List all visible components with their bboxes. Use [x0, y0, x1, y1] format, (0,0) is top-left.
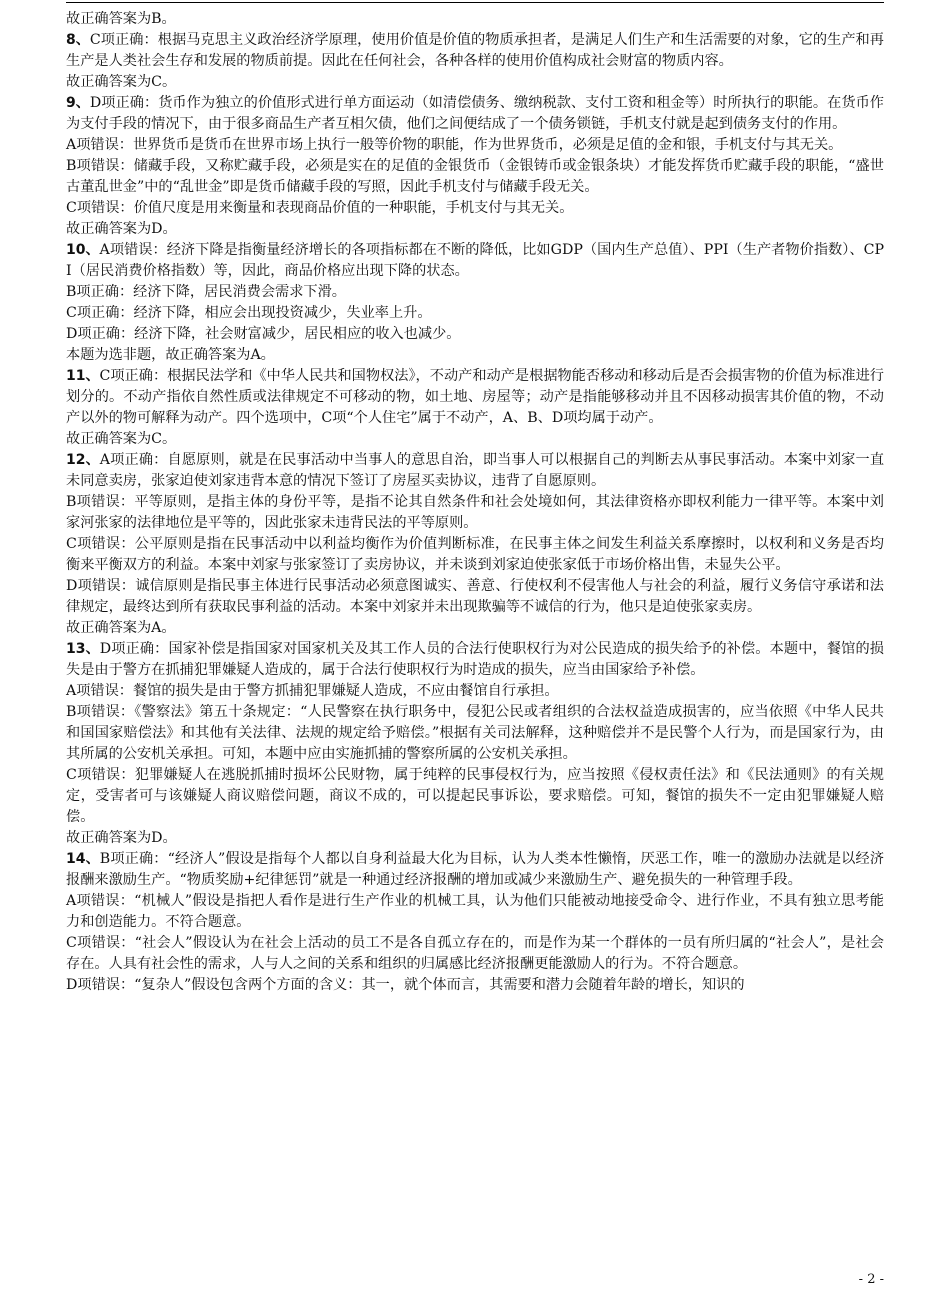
- paragraph-text: 故正确答案为A。: [66, 620, 176, 636]
- paragraph: [66, 639, 884, 681]
- paragraph: [66, 72, 884, 93]
- paragraph-text: C项错误：公平原则是指在民事活动中以利益均衡作为价值判断标准，在民事主体之间发生利益关系摩擦时，以权利和义务是否均衡来平衡双方的利益。本案中刘家与张家签订了卖房协议，并未谈到刘家迫使张家低于市场价格出售，未显失公平。: [66, 536, 884, 573]
- paragraph: [66, 534, 884, 576]
- paragraph: [66, 219, 884, 240]
- paragraph: [66, 891, 884, 933]
- paragraph: [66, 429, 884, 450]
- paragraph-text: B项错误：平等原则，是指主体的身份平等，是指不论其自然条件和社会处境如何，其法律资格亦即权利能力一律平等。本案中刘家河张家的法律地位是平等的，因此张家未违背民法的平等原则。: [66, 494, 884, 531]
- paragraph-text: 本题为选非题，故正确答案为A。: [66, 347, 275, 363]
- paragraph: [66, 576, 884, 618]
- header-rule: [66, 2, 884, 3]
- paragraph: [66, 303, 884, 324]
- paragraph-text: B项错误：《警察法》第五十条规定：“人民警察在执行职务中，侵犯公民或者组织的合法权益造成损害的，应当依照《中华人民共和国国家赔偿法》和其他有关法律、法规的规定给予赔偿。”根据有关司法解释，这种赔偿并不是民警个人行为，而是国家行为，由其所属的公安机关承担。可知，本题中应由实施抓捕的警察所属的公安机关承担。: [66, 704, 884, 762]
- paragraph: [66, 828, 884, 849]
- question-number: 13、: [66, 641, 100, 657]
- paragraph-text: C项正确：根据民法学和《中华人民共和国物权法》，不动产和动产是根据物能否移动和移动后是否会损害物的价值为标准进行划分的。不动产指依自然性质或法律规定不可移动的物，如土地、房屋等；动产是指能够移动并且不因移动损害其价值的物，不动产以外的物可解释为动产。四个选项中，C项“个人住宅”属于不动产，A、B、D项均属于动产。: [66, 368, 884, 426]
- question-number: 11、: [66, 368, 100, 384]
- paragraph: [66, 849, 884, 891]
- paragraph: [66, 345, 884, 366]
- paragraph-text: A项错误：经济下降是指衡量经济增长的各项指标都在不断的降低，比如GDP（国内生产总值）、PPI（生产者物价指数）、CPI（居民消费价格指数）等，因此，商品价格应出现下降的状态。: [66, 242, 884, 279]
- paragraph-text: 故正确答案为B。: [66, 11, 176, 27]
- paragraph: [66, 30, 884, 72]
- paragraph: [66, 198, 884, 219]
- paragraph-text: A项错误：世界货币是货币在世界市场上执行一般等价物的职能，作为世界货币，必须是足值的金和银，手机支付与其无关。: [66, 137, 843, 153]
- paragraph-text: A项错误：餐馆的损失是由于警方抓捕犯罪嫌疑人造成，不应由餐馆自行承担。: [66, 683, 559, 699]
- page-number: - 2 -: [858, 1272, 884, 1287]
- paragraph-text: C项正确：根据马克思主义政治经济学原理，使用价值是价值的物质承担者，是满足人们生产和生活需要的对象，它的生产和再生产是人类社会生存和发展的物质前提。因此在任何社会，各种各样的使用价值构成社会财富的物质内容。: [66, 32, 884, 69]
- paragraph: [66, 681, 884, 702]
- paragraph-text: B项正确：经济下降，居民消费会需求下滑。: [66, 284, 346, 300]
- paragraph: [66, 9, 884, 30]
- paragraph-text: 故正确答案为C。: [66, 74, 177, 90]
- paragraph: [66, 492, 884, 534]
- question-number: 10、: [66, 242, 100, 258]
- question-number: 12、: [66, 452, 100, 468]
- paragraph-text: D项正确：经济下降，社会财富减少，居民相应的收入也减少。: [66, 326, 461, 342]
- paragraph: [66, 702, 884, 765]
- document-body: [66, 9, 884, 996]
- paragraph-text: D项错误：“复杂人”假设包含两个方面的含义：其一，就个体而言，其需要和潜力会随着年龄的增长，知识的: [66, 977, 745, 993]
- paragraph-text: D项正确：国家补偿是指国家对国家机关及其工作人员的合法行使职权行为对公民造成的损失给予的补偿。本题中，餐馆的损失是由于警方在抓捕犯罪嫌疑人造成的，属于合法行使职权行为时造成的损失，应当由国家给予补偿。: [66, 641, 884, 678]
- question-number: 9、: [66, 95, 90, 111]
- paragraph-text: A项正确：自愿原则，就是在民事活动中当事人的意思自治，即当事人可以根据自己的判断去从事民事活动。本案中刘家一直未同意卖房，张家迫使刘家违背本意的情况下签订了房屋买卖协议，违背了自愿原则。: [66, 452, 885, 489]
- paragraph-text: C项正确：经济下降，相应会出现投资减少，失业率上升。: [66, 305, 432, 321]
- paragraph: [66, 240, 884, 282]
- question-number: 14、: [66, 851, 100, 867]
- paragraph-text: B项错误：储藏手段，又称贮藏手段，必须是实在的足值的金银货币（金银铸币或金银条块）才能发挥货币贮藏手段的职能，“盛世古董乱世金”中的“乱世金”即是货币储藏手段的写照，因此手机支付与储藏手段无关。: [66, 158, 884, 195]
- paragraph-text: C项错误：犯罪嫌疑人在逃脱抓捕时损坏公民财物，属于纯粹的民事侵权行为，应当按照《侵权责任法》和《民法通则》的有关规定，受害者可与该嫌疑人商议赔偿问题，商议不成的，可以提起民事诉讼，要求赔偿。可知，餐馆的损失不一定由犯罪嫌疑人赔偿。: [66, 767, 884, 825]
- paragraph: [66, 135, 884, 156]
- paragraph-text: 故正确答案为C。: [66, 431, 177, 447]
- paragraph-text: B项正确：“经济人”假设是指每个人都以自身利益最大化为目标，认为人类本性懒惰，厌恶工作，唯一的激励办法就是以经济报酬来激励生产。“物质奖励+纪律惩罚”就是一种通过经济报酬的增加或减少来激励生产、避免损失的一种管理手段。: [66, 851, 885, 888]
- paragraph-text: C项错误：价值尺度是用来衡量和表现商品价值的一种职能，手机支付与其无关。: [66, 200, 574, 216]
- question-number: 8、: [66, 32, 90, 48]
- paragraph: [66, 975, 884, 996]
- paragraph: [66, 765, 884, 828]
- paragraph: [66, 450, 884, 492]
- paragraph-text: A项错误：“机械人”假设是指把人看作是进行生产作业的机械工具，认为他们只能被动地接受命令、进行作业，不具有独立思考能力和创造能力。不符合题意。: [66, 893, 884, 930]
- paragraph-text: C项错误：“社会人”假设认为在社会上活动的员工不是各自孤立存在的，而是作为某一个群体的一员有所归属的“社会人”，是社会存在。人具有社会性的需求，人与人之间的关系和组织的归属感比经济报酬更能激励人的行为。不符合题意。: [66, 935, 884, 972]
- paragraph-text: D项正确：货币作为独立的价值形式进行单方面运动（如清偿债务、缴纳税款、支付工资和租金等）时所执行的职能。在货币作为支付手段的情况下，由于很多商品生产者互相欠债，他们之间便结成了一个债务锁链，手机支付就是起到债务支付的作用。: [66, 95, 884, 132]
- paragraph: [66, 933, 884, 975]
- paragraph-text: 故正确答案为D。: [66, 830, 177, 846]
- paragraph-text: D项错误：诚信原则是指民事主体进行民事活动必须意图诚实、善意、行使权利不侵害他人与社会的利益，履行义务信守承诺和法律规定，最终达到所有获取民事利益的活动。本案中刘家并未出现欺骗等不诚信的行为，他只是迫使张家卖房。: [66, 578, 884, 615]
- paragraph-text: 故正确答案为D。: [66, 221, 177, 237]
- paragraph: [66, 156, 884, 198]
- paragraph: [66, 618, 884, 639]
- paragraph: [66, 93, 884, 135]
- paragraph: [66, 366, 884, 429]
- paragraph: [66, 324, 884, 345]
- paragraph: [66, 282, 884, 303]
